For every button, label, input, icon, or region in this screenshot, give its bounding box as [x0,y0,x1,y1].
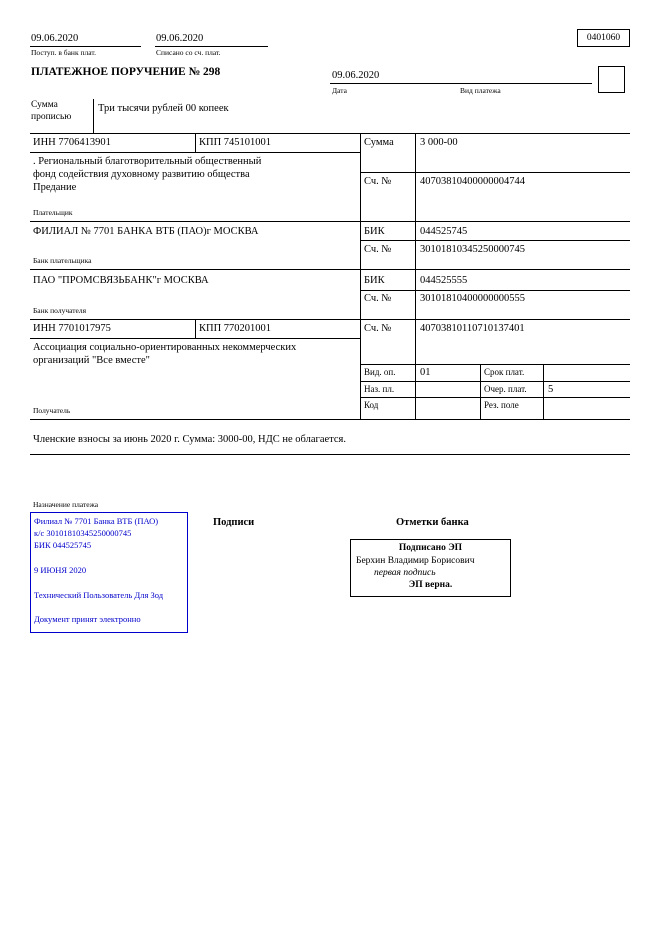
payer-account-label: Сч. № [364,176,392,187]
pay-order-value: 5 [548,384,554,395]
payer-bank-bik-label: БИК [364,226,385,237]
payer-name: . Региональный благотворительный общественный фонд содействия духовному развитию общества Предание [33,156,262,194]
sum-label: Сумма [364,137,394,148]
divider [30,454,630,455]
payee-kpp: КПП 770201001 [199,323,272,334]
divider [360,397,630,398]
pay-term-label: Срок плат. [484,367,525,377]
divider [30,152,360,153]
signer-name: Берхин Владимир Борисович [356,556,475,566]
divider [330,83,592,84]
divider [360,172,630,173]
divider [360,364,630,365]
payee-bank-account: 30101810400000000555 [420,293,525,304]
form-code-box [577,29,630,47]
payment-type-caption: Вид платежа [460,86,501,95]
payee-account-label: Сч. № [364,323,392,334]
stamp-user: Технический Пользователь Для Зод [34,590,164,600]
payee-bank-caption: Банк получателя [33,306,87,315]
amount-in-words: Три тысячи рублей 00 копеек [98,103,229,114]
payer-inn: ИНН 7706413901 [33,137,111,148]
divider [360,290,630,291]
sum-value: 3 000-00 [420,137,458,148]
pay-order-label: Очер. плат. [484,384,527,394]
divider [543,364,544,420]
payer-account: 40703810400000004744 [420,176,525,187]
divider [30,269,630,270]
payee-caption: Получатель [33,406,71,415]
date-debited-caption: Списано со сч. плат. [156,48,221,57]
signature-verified: ЭП верна. [408,580,453,590]
divider [30,419,630,420]
op-type-value: 01 [420,367,431,378]
divider [360,240,630,241]
payer-bank-account-label: Сч. № [364,244,392,255]
signatures-header: Подписи [213,517,255,528]
payee-bank-bik-label: БИК [364,275,385,286]
payee-bank-name: ПАО "ПРОМСВЯЗЬБАНК"г МОСКВА [33,275,209,286]
payer-bank-bik: 044525745 [420,226,468,237]
stamp-bik: БИК 044525745 [34,540,92,550]
stamp-corr-account: к/с 30101810345250000745 [34,528,132,538]
stamp-date: 9 ИЮНЯ 2020 [34,565,87,575]
payer-bank-account: 30101810345250000745 [420,244,525,255]
signature-role: первая подпись [374,568,436,578]
payee-account: 40703810110710137401 [420,323,525,334]
purpose-text: Членские взносы за июнь 2020 г. Сумма: 3000-00, НДС не облагается. [33,434,347,445]
code-label: Код [364,400,379,410]
divider [195,319,196,338]
reserve-field-label: Рез. поле [484,400,519,410]
payee-name: Ассоциация социально-ориентированных некоммерческих организаций "Все вместе" [33,342,297,367]
payee-inn: ИНН 7701017975 [33,323,111,334]
payer-bank-caption: Банк плательщика [33,256,92,265]
payer-bank-name: ФИЛИАЛ № 7701 БАНКА ВТБ (ПАО)г МОСКВА [33,226,259,237]
stamp-status: Документ принят электронно [34,614,141,624]
divider [30,221,630,222]
divider [415,133,416,420]
document-title: ПЛАТЕЖНОЕ ПОРУЧЕНИЕ № 298 [31,66,221,78]
divider [360,381,630,382]
date-received: 09.06.2020 [31,33,79,44]
payee-bank-account-label: Сч. № [364,293,392,304]
bank-marks-header: Отметки банка [396,517,469,528]
signature-title: Подписано ЭП [398,543,463,553]
divider [30,46,141,47]
stamp-bank-name: Филиал № 7701 Банка ВТБ (ПАО) [34,516,159,526]
form-code: 0401060 [586,33,621,43]
payment-type-box [598,66,625,93]
payer-kpp: КПП 745101001 [199,137,272,148]
amount-label: Сумма прописью [31,100,72,122]
pay-purpose-label: Наз. пл. [364,384,395,394]
divider [480,364,481,420]
doc-date: 09.06.2020 [332,70,380,81]
divider [195,133,196,152]
payee-bank-bik: 044525555 [420,275,468,286]
doc-date-caption: Дата [332,86,347,95]
divider [30,338,360,339]
divider [30,319,630,320]
op-type-label: Вид. оп. [364,367,396,377]
divider [93,99,94,133]
payer-caption: Плательщик [33,208,73,217]
purpose-caption: Назначение платежа [33,500,99,509]
divider [155,46,268,47]
date-received-caption: Поступ. в банк плат. [31,48,96,57]
date-debited: 09.06.2020 [156,33,204,44]
divider [30,133,630,134]
divider [360,133,361,420]
